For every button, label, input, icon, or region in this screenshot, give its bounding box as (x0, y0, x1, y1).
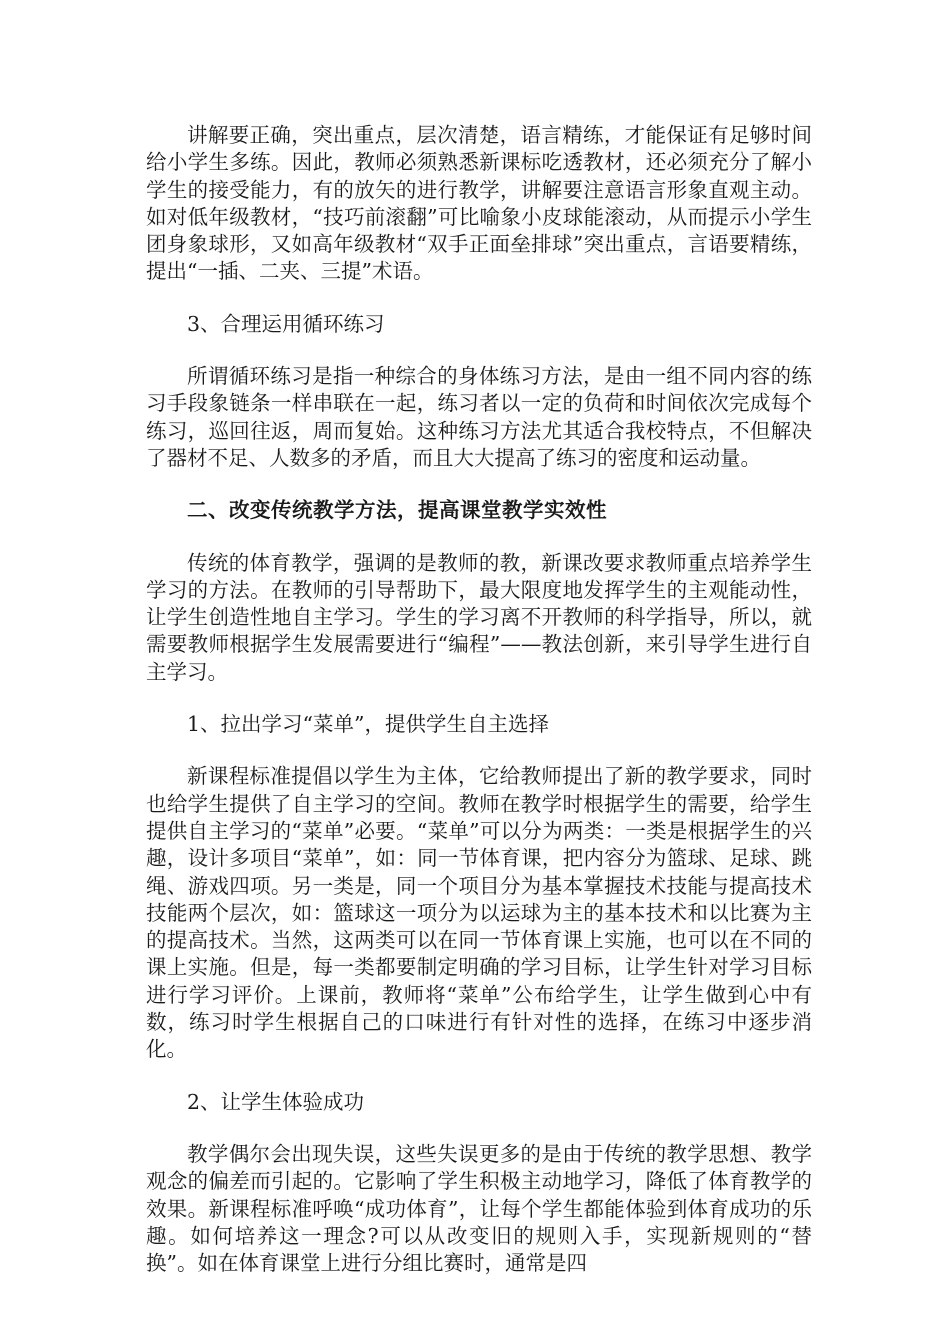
subheading-circuit-practice: 3、合理运用循环练习 (187, 311, 385, 336)
section-heading-teaching-methods: 二、改变传统教学方法，提高课堂教学实效性 (187, 498, 607, 523)
paragraph-learning-menu: 新课程标准提倡以学生为主体，它给教师提出了新的教学要求，同时也给学生提供了自主学习的空间。教师在教学时根据学生的需要，给学生提供自主学习的“菜单”必要。“菜单”可以分为两类：一类是根据学生的兴趣，设计多项目“菜单”，如：同一节体育课，把内容分为篮球、足球、跳绳、游戏四项。另一类是，同一个项目分为基本掌握技术技能与提高技术技能两个层次，如：篮球这一项分为以运球为主的基本技术和以比赛为主的提高技术。当然，这两类可以在同一节体育课上实施，也可以在不同的课上实施。但是，每一类都要制定明确的学习目标，让学生针对学习目标进行学习评价。上课前，教师将“菜单”公布给学生，让学生做到心中有数，练习时学生根据自己的口味进行有针对性的选择，在练习中逐步消化。 (146, 764, 812, 1062)
paragraph-circuit-practice: 所谓循环练习是指一种综合的身体练习方法，是由一组不同内容的练习手段象链条一样串联在一起，练习者以一定的负荷和时间依次完成每个练习，巡回往返，周而复始。这种练习方法尤其适合我校特点，不但解决了器材不足、人数多的矛盾，而且大大提高了练习的密度和运动量。 (146, 364, 812, 470)
subheading-learning-menu: 1、拉出学习“菜单”，提供学生自主选择 (187, 712, 550, 737)
paragraph-traditional-teaching: 传统的体育教学，强调的是教师的教，新课改要求教师重点培养学生学习的方法。在教师的引导帮助下，最大限度地发挥学生的主观能动性，让学生创造性地自主学习。学生的学习离不开教师的科学指导，所以，就需要教师根据学生发展需要进行“编程”——教法创新，来引导学生进行自主学习。 (146, 550, 812, 684)
document-page (146, 122, 812, 1302)
subheading-experience-success: 2、让学生体验成功 (187, 1089, 365, 1114)
paragraph-experience-success: 教学偶尔会出现失误，这些失误更多的是由于传统的教学思想、教学观念的偏差而引起的。它影响了学生积极主动地学习，降低了体育教学的效果。新课程标准呼唤“成功体育”，让每个学生都能体验到体育成功的乐趣。如何培养这一理念?可以从改变旧的规则入手，实现新规则的“替换”。如在体育课堂上进行分组比赛时，通常是四 (146, 1141, 812, 1276)
paragraph-explanation: 讲解要正确，突出重点，层次清楚，语言精练，才能保证有足够时间给小学生多练。因此，教师必须熟悉新课标吃透教材，还必须充分了解小学生的接受能力，有的放矢的进行教学，讲解要注意语言形象直观主动。如对低年级教材，“技巧前滚翻”可比喻象小皮球能滚动，从而提示小学生团身象球形，又如高年级教材“双手正面垒排球”突出重点，言语要精练，提出“一插、二夹、三提”术语。 (146, 123, 812, 284)
